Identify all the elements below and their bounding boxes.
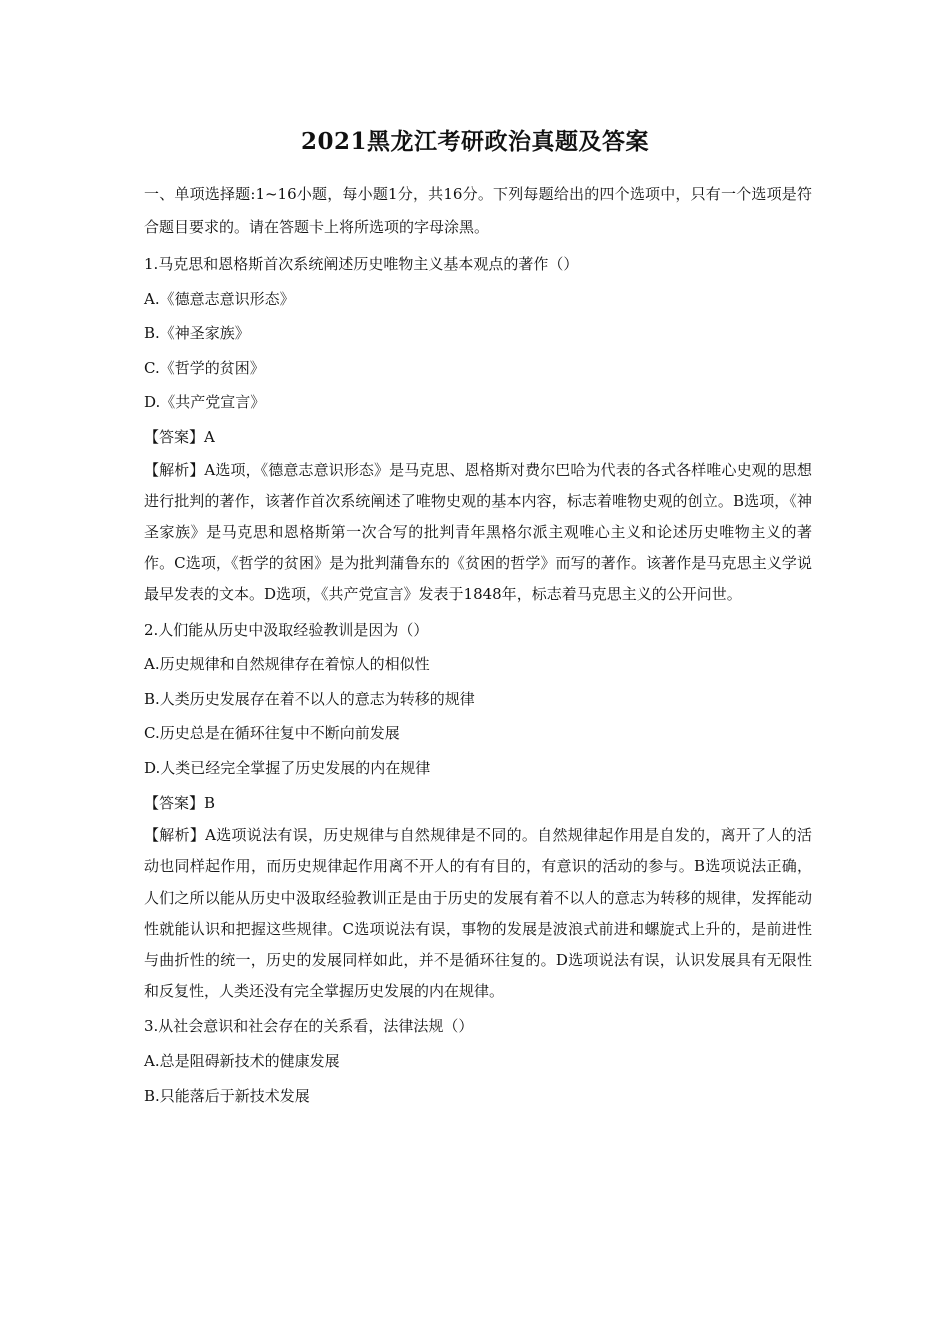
answer-label: 【答案】B [144,793,216,812]
question-stem: 3.从社会意识和社会存在的关系看，法律法规（） [144,1017,474,1036]
option-c: C.历史总是在循环往复中不断向前发展 [144,724,400,743]
section-intro: 一、单项选择题:1~16小题，每小题1分，共16分。下列每题给出的四个选项中，只有一个选项是符合题目要求的。请在答题卡上将所选项的字母涂黑。 [144,185,812,236]
question-2 [144,613,812,1008]
question-stem: 1.马克思和恩格斯首次系统阐述历史唯物主义基本观点的著作（） [144,255,579,273]
document-title: 2021黑龙江考研政治真题及答案 [300,128,649,155]
option-d: D.人类已经完全掌握了历史发展的内在规律 [144,758,431,777]
answer-label: 【答案】A [144,427,215,446]
option-b: B.只能落后于新技术发展 [144,1086,310,1105]
option-a: A.《德意志意识形态》 [144,289,295,308]
analysis-text: 【解析】A选项，《德意志意识形态》是马克思、恩格斯对费尔巴哈为代表的各式各样唯心史观的思想进行批判的著作，该著作首次系统阐述了唯物史观的基本内容，标志着唯物史观的创立。B选项，《神圣家族》是马克思和恩格斯第一次合写的批判青年黑格尔派主观唯心主义和论述历史唯物主义的著作。C选项，《哲学的贫困》是为批判蒲鲁东的《贫困的哲学》而写的著作。该著作是马克思主义学说最早发表的文本。D选项，《共产党宣言》发表于1848年，标志着马克思主义的公开问世。 [144,460,812,604]
question-3 [144,1009,812,1113]
question-stem: 2.人们能从历史中汲取经验教训是因为（） [144,620,429,639]
option-a: A.历史规律和自然规律存在着惊人的相似性 [144,655,430,674]
option-c: C.《哲学的贫困》 [144,358,265,377]
question-1 [144,247,812,611]
analysis-text: 【解析】A选项说法有误，历史规律与自然规律是不同的。自然规律起作用是自发的，离开了人的活动也同样起作用，而历史规律起作用离不开人的有有目的，有意识的活动的参与。B选项说法正确，人们之所以能从历史中汲取经验教训正是由于历史的发展有着不以人的意志为转移的规律，发挥能动性就能认识和把握这些规律。C选项说法有误，事物的发展是波浪式前进和螺旋式上升的，是前进性与曲折性的统一，历史的发展同样如此，并不是循环往复的。D选项说法有误，认识发展具有无限性和反复性，人类还没有完全掌握历史发展的内在规律。 [144,826,812,1001]
option-b: B.人类历史发展存在着不以人的意志为转移的规律 [144,689,475,708]
option-a: A.总是阻碍新技术的健康发展 [144,1051,340,1070]
option-b: B.《神圣家族》 [144,324,250,343]
option-d: D.《共产党宣言》 [144,393,266,412]
document-body [144,178,812,1115]
